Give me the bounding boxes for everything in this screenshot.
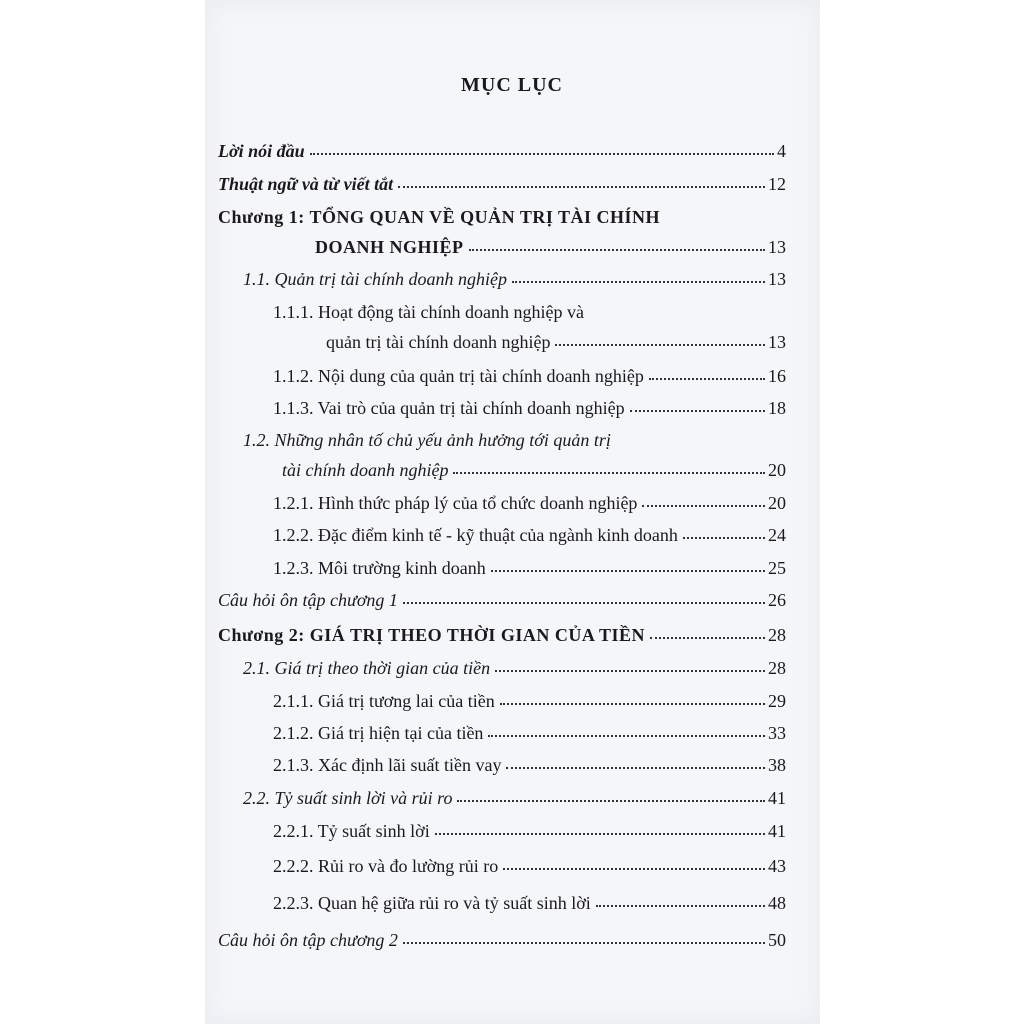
toc-entry bbox=[273, 556, 786, 580]
toc-entry-page: 50 bbox=[768, 930, 786, 950]
toc-entry bbox=[218, 172, 786, 196]
leader-dots bbox=[596, 891, 765, 907]
leader-dots bbox=[403, 588, 765, 604]
toc-entry-page: 26 bbox=[768, 590, 786, 610]
leader-dots bbox=[453, 458, 765, 474]
toc-entry-title: Thuật ngữ và từ viết tắt bbox=[218, 174, 394, 194]
leader-dots bbox=[500, 689, 765, 705]
toc-entry-page: 16 bbox=[768, 366, 786, 386]
toc-entry-page: 41 bbox=[768, 821, 786, 841]
leader-dots bbox=[503, 854, 765, 870]
leader-dots bbox=[310, 139, 774, 155]
toc-entry-title: 2.2.3. Quan hệ giữa rủi ro và tỷ suất sinh lời bbox=[273, 893, 591, 913]
toc-entry-title: 2.1.1. Giá trị tương lai của tiền bbox=[273, 691, 495, 711]
leader-dots bbox=[398, 172, 765, 188]
toc-entry bbox=[243, 786, 786, 810]
toc-entry-title: Câu hỏi ôn tập chương 2 bbox=[218, 930, 398, 950]
toc-entry-title: 1.1.2. Nội dung của quản trị tài chính doanh nghiệp bbox=[273, 366, 644, 386]
toc-entry bbox=[218, 139, 786, 163]
toc-entry bbox=[282, 458, 786, 482]
toc-entry-title: Chương 1: TỔNG QUAN VỀ QUẢN TRỊ TÀI CHÍNH bbox=[218, 207, 661, 227]
toc-entry-title: 1.1.3. Vai trò của quản trị tài chính doanh nghiệp bbox=[273, 398, 625, 418]
toc-entry bbox=[273, 689, 786, 713]
toc-entry-title: 2.1. Giá trị theo thời gian của tiền bbox=[243, 658, 491, 678]
toc-entry-title: DOANH NGHIỆP bbox=[315, 237, 464, 257]
leader-dots bbox=[555, 330, 765, 346]
leader-dots bbox=[649, 364, 765, 380]
toc-entry-page: 28 bbox=[768, 658, 786, 678]
toc-entry bbox=[326, 330, 786, 354]
toc-entry-title: 1.2.1. Hình thức pháp lý của tổ chức doanh nghiệp bbox=[273, 493, 638, 513]
toc-entry-title: 1.2. Những nhân tố chủ yếu ảnh hưởng tới quản trị bbox=[243, 430, 611, 450]
toc-entry bbox=[315, 235, 786, 259]
toc-entry-page: 41 bbox=[768, 788, 786, 808]
leader-dots bbox=[512, 267, 765, 283]
toc-entry-title: 2.2.1. Tỷ suất sinh lời bbox=[273, 821, 430, 841]
toc-entry-title: tài chính doanh nghiệp bbox=[282, 460, 449, 480]
toc-entry bbox=[243, 656, 786, 680]
leader-dots bbox=[642, 491, 765, 507]
toc-entry-page: 24 bbox=[768, 525, 786, 545]
toc-entry-title: 2.1.3. Xác định lãi suất tiền vay bbox=[273, 755, 502, 775]
leader-dots bbox=[650, 623, 765, 639]
toc-entry bbox=[273, 854, 786, 878]
toc-entry-title: Câu hỏi ôn tập chương 1 bbox=[218, 590, 398, 610]
toc-entry-page: 20 bbox=[768, 460, 786, 480]
toc-entry-title: 1.1. Quản trị tài chính doanh nghiệp bbox=[243, 269, 507, 289]
toc-entry-title: 2.2. Tỷ suất sinh lời và rủi ro bbox=[243, 788, 453, 808]
toc-entry-page: 20 bbox=[768, 493, 786, 513]
toc-entry-page: 25 bbox=[768, 558, 786, 578]
leader-dots bbox=[630, 396, 765, 412]
leader-dots bbox=[488, 721, 765, 737]
toc-entry bbox=[218, 623, 786, 647]
toc-entry-page: 12 bbox=[768, 174, 786, 194]
toc-entry bbox=[273, 753, 786, 777]
toc-entry-page: 43 bbox=[768, 856, 786, 876]
toc-entry bbox=[218, 928, 786, 952]
toc-entry bbox=[273, 891, 786, 915]
toc-entry-page: 33 bbox=[768, 723, 786, 743]
toc-entry-page: 28 bbox=[768, 625, 786, 645]
toc-entry bbox=[273, 819, 786, 843]
toc-entry bbox=[273, 523, 786, 547]
toc-entry-page: 13 bbox=[768, 269, 786, 289]
toc-entry-title: 1.1.1. Hoạt động tài chính doanh nghiệp và bbox=[273, 302, 584, 322]
toc-entry bbox=[218, 588, 786, 612]
toc-entry bbox=[243, 267, 786, 291]
toc-entry bbox=[273, 396, 786, 420]
toc-entry bbox=[273, 721, 786, 745]
toc-entry-title: Lời nói đầu bbox=[218, 141, 305, 161]
leader-dots bbox=[495, 656, 765, 672]
toc-entry-page: 13 bbox=[768, 237, 786, 257]
leader-dots bbox=[457, 786, 765, 802]
toc-entry-page: 18 bbox=[768, 398, 786, 418]
toc-entry-page: 13 bbox=[768, 332, 786, 352]
toc-entry bbox=[273, 364, 786, 388]
leader-dots bbox=[506, 753, 765, 769]
toc-entry-title: 2.1.2. Giá trị hiện tại của tiền bbox=[273, 723, 484, 743]
toc-entry-title: 2.2.2. Rủi ro và đo lường rủi ro bbox=[273, 856, 499, 876]
leader-dots bbox=[491, 556, 765, 572]
toc-entry-title: quản trị tài chính doanh nghiệp bbox=[326, 332, 551, 352]
toc-entry-page: 48 bbox=[768, 893, 786, 913]
leader-dots bbox=[435, 819, 765, 835]
page-title: MỤC LỤC bbox=[461, 74, 563, 96]
toc-entry-title: Chương 2: GIÁ TRỊ THEO THỜI GIAN CỦA TIỀN bbox=[218, 625, 646, 645]
toc-entry-title: 1.2.3. Môi trường kinh doanh bbox=[273, 558, 486, 578]
toc-entry-page: 4 bbox=[777, 141, 786, 161]
toc-entry-page: 38 bbox=[768, 755, 786, 775]
toc-entry-title: 1.2.2. Đặc điểm kinh tế - kỹ thuật của ngành kinh doanh bbox=[273, 525, 678, 545]
toc-entry bbox=[273, 491, 786, 515]
toc-entry-page: 29 bbox=[768, 691, 786, 711]
leader-dots bbox=[683, 523, 765, 539]
leader-dots bbox=[469, 235, 765, 251]
leader-dots bbox=[403, 928, 765, 944]
